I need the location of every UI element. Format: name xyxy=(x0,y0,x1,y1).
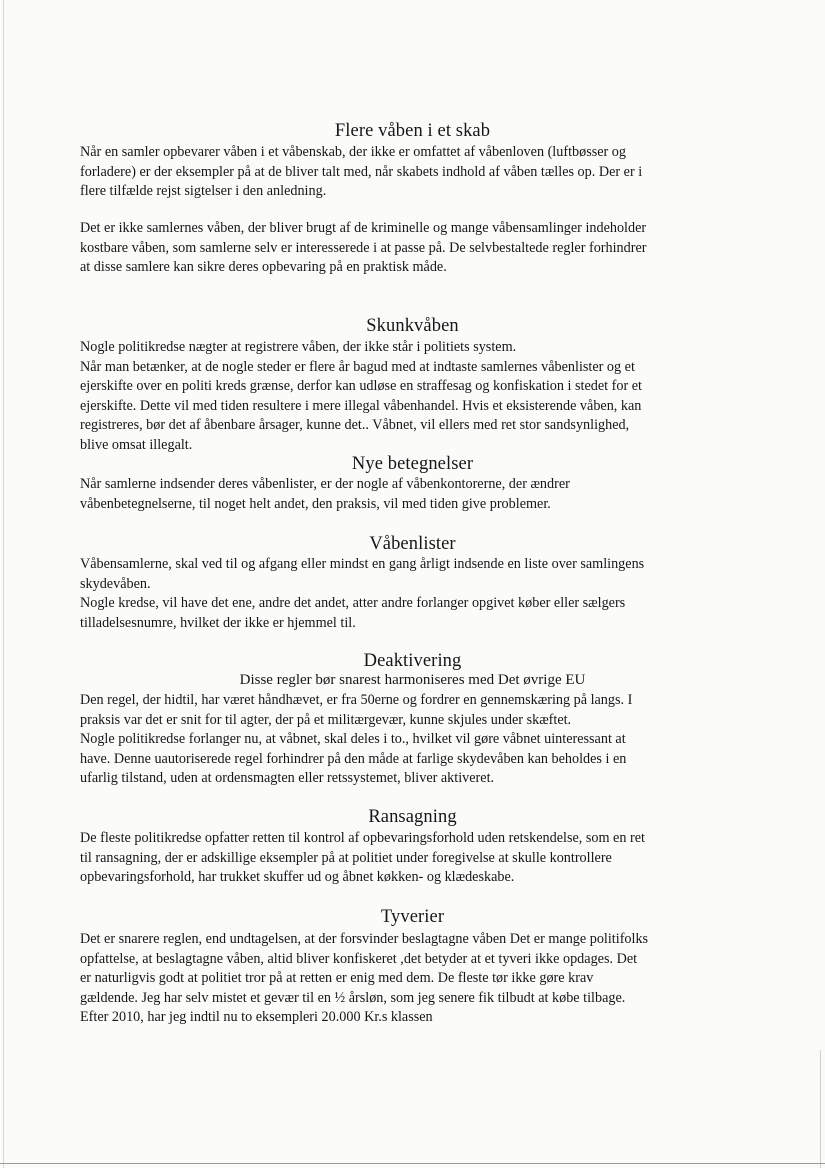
section-heading-flere-vaaben: Flere våben i et skab xyxy=(334,121,491,141)
scan-edge-right xyxy=(820,1050,821,1168)
section-heading-deaktivering: Deaktivering xyxy=(363,651,462,671)
section-heading-skunkvaaben: Skunkvåben xyxy=(366,316,459,336)
section-heading-vaabenlister: Våbenlister xyxy=(369,534,456,554)
scan-edge-left xyxy=(3,0,4,1168)
section-heading-ransagning: Ransagning xyxy=(368,807,457,827)
section-subheading: Disse regler bør snarest harmoniseres med Det øvrige EU xyxy=(239,672,586,688)
section-paragraph: Når en samler opbevarer våben i et våbenskab, der ikke er omfattet af våbenloven (luftbøsser og forladere) er der eksempler på at de bliver talt med, når skabets indhold af våben tælles op. Der er i flere tilfælde rejst sigtelser i den anledning. xyxy=(80,144,643,200)
section-heading-nye-betegnelser: Nye betegnelser xyxy=(351,454,474,474)
section-paragraph: Våbensamlerne, skal ved til og afgang eller mindst en gang årligt indsende en liste over samlingens skydevåben. Nogle kredse, vil have det ene, andre det andet, atter andre forlanger opgivet køber eller sælgers tilladelsesnumre, hvilket der ikke er hjemmel til. xyxy=(80,556,645,631)
scan-edge-bottom xyxy=(0,1163,825,1164)
section-paragraph: De fleste politikredse opfatter retten til kontrol af opbevaringsforhold uden retskendelse, som en ret til ransagning, der er adskillige eksempler på at politiet under foregivelse at skulle kontrollere opbevaringsforhold, har trukket skuffer ud og åbnet køkken- og klædeskabe. xyxy=(80,830,645,886)
section-paragraph: Det er snarere reglen, end undtagelsen, at der forsvinder beslagtagne våben Det er mange politifolks opfattelse, at beslagtagne våben, altid bliver konfiskeret ,det betyder at et tyveri ikke opdages. Det er naturligvis godt at politiet tror på at retten er enig med dem. De fleste tør ikke gøre krav gældende. Jeg har selv mistet et gevær til en ½ årsløn, som jeg senere fik tilbudt at købe tilbage. Efter 2010, har jeg indtil nu to eksempleri 20.000 Kr.s klassen xyxy=(80,931,649,1026)
section-heading-tyverier: Tyverier xyxy=(380,907,445,927)
section-paragraph: Det er ikke samlernes våben, der bliver brugt af de kriminelle og mange våbensamlinger indeholder kostbare våben, som samlerne selv er interesserede i at passe på. De selvbestaltede regler forhindrer at disse samlere kan sikre deres opbevaring på en praktisk måde. xyxy=(80,220,647,276)
section-paragraph: Når samlerne indsender deres våbenlister, er der nogle af våbenkontorerne, der ændrer våbenbetegnelserne, til noget helt andet, den praksis, vil med tiden give problemer. xyxy=(80,476,570,512)
section-paragraph: Den regel, der hidtil, har været håndhævet, er fra 50erne og fordrer en gennemskæring på langs. I praksis var det er snit for til agter, der på et militærgevær, kunne skjules under skæftet. Nogle politikredse forlanger nu, at våbnet, skal deles i to., hvilket vil gøre våbnet uinteressant at have. Denne uautoriserede regel forhindrer på den måde at farlige skydevåben kan beholdes i en ufarlig tilstand, uden at ordensmagten eller retssystemet, bliver aktiveret. xyxy=(80,692,633,787)
section-paragraph: Nogle politikredse nægter at registrere våben, der ikke står i politiets system. Når man betænker, at de nogle steder er flere år bagud med at indtaste samlernes våbenlister og et ejerskifte over en politi kreds grænse, derfor kan udløse en straffesag og konfiskation i stedet for et ejerskifte. Dette vil med tiden resultere i mere illegal våbenhandel. Hvis et eksisterende våben, kan registreres, bør det af åbenbare årsager, kunne det.. Våbnet, vil ellers med ret stor sandsynlighed, blive omsat illegalt. xyxy=(80,339,642,453)
